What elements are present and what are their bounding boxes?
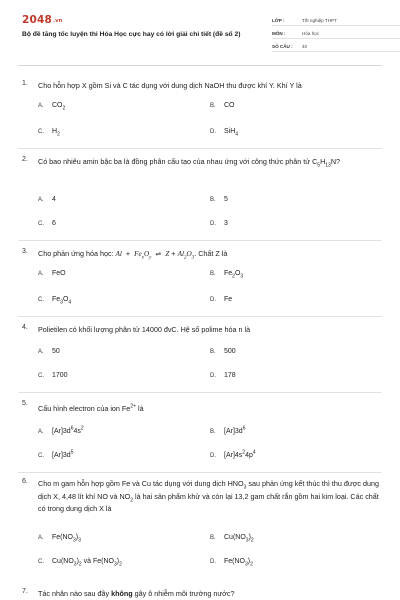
option-b[interactable]: B. 5 xyxy=(210,196,228,203)
question-number: 3. xyxy=(22,248,28,255)
option-b[interactable]: B. $Fe_2O_3$ xyxy=(210,270,244,280)
option-a-text: FeO xyxy=(52,270,66,277)
option-c[interactable]: C. $Cu(NO_3)_2$ và $Fe(NO_3)_2$ xyxy=(38,558,122,568)
question-2 xyxy=(22,156,382,236)
option-a[interactable]: A. $CO_2$ xyxy=(38,102,66,112)
option-b-text: $Fe_2O_3$ xyxy=(224,270,244,280)
option-d[interactable]: D. $[Ar]4s^24p^4$ xyxy=(210,449,256,459)
option-c[interactable]: C. 6 xyxy=(38,220,56,227)
option-d[interactable]: D. SiH$_4$ xyxy=(210,128,239,138)
question-6 xyxy=(22,478,382,578)
option-d-text: SiH$_4$ xyxy=(224,128,239,138)
option-d[interactable]: D. 178 xyxy=(210,372,236,379)
question-4 xyxy=(22,324,382,386)
document-meta xyxy=(272,15,400,54)
option-a[interactable]: A. FeO xyxy=(38,270,66,277)
question-number: 1. xyxy=(22,80,28,87)
option-a[interactable]: A. $[Ar]3d^64s^2$ xyxy=(38,425,84,435)
question-divider xyxy=(18,472,382,473)
option-c[interactable]: C. 1700 xyxy=(38,372,68,379)
question-number: 2. xyxy=(22,156,28,163)
question-text: Polietilen có khối lượng phân tử 14000 đvC. Hệ số polime hóa n là xyxy=(38,325,251,334)
meta-class xyxy=(272,15,400,26)
option-b[interactable]: B. 500 xyxy=(210,348,236,355)
meta-count xyxy=(272,41,400,52)
question-number: 7. xyxy=(22,588,28,595)
option-c-text: $[Ar]3d^5$ xyxy=(52,449,74,459)
question-number: 6. xyxy=(22,478,28,485)
meta-class-key: LỚP : xyxy=(272,17,285,23)
option-b-text: 5 xyxy=(224,196,228,203)
option-a-text: $Fe(NO_3)_3$ xyxy=(52,534,81,544)
question-1 xyxy=(22,80,382,140)
document-header xyxy=(18,0,382,66)
question-divider xyxy=(18,316,382,317)
option-d-text: $[Ar]4s^24p^4$ xyxy=(224,449,256,459)
option-c[interactable]: C. $Fe_3O_4$ xyxy=(38,296,72,306)
option-b-text: $Cu(NO_3)_2$ xyxy=(224,534,254,544)
site-logo[interactable]: 2048.vn xyxy=(22,14,63,26)
option-a[interactable]: A. 4 xyxy=(38,196,56,203)
option-a-text: $[Ar]3d^64s^2$ xyxy=(52,425,84,435)
option-c[interactable]: C. $[Ar]3d^5$ xyxy=(38,449,74,459)
option-d[interactable]: D. 3 xyxy=(210,220,228,227)
question-text: Cấu hình electron của ion $Fe^{2+}$ là xyxy=(38,403,144,413)
option-b-text: 500 xyxy=(224,348,236,355)
question-5 xyxy=(22,400,382,470)
option-c-text: $Cu(NO_3)_2$ và $Fe(NO_3)_2$ xyxy=(52,558,122,568)
option-c-text: $Fe_3O_4$ xyxy=(52,296,72,306)
option-c-text: 6 xyxy=(52,220,56,227)
option-d-text: 3 xyxy=(224,220,228,227)
option-d-text: $Fe(NO_3)_2$ xyxy=(224,558,253,568)
option-d[interactable]: D. $Fe(NO_3)_2$ xyxy=(210,558,253,568)
question-text: Cho phản ứng hóa học: $Al + Fe_xO_y$ ⇌ $Z + Al_2O_3$. Chất Z là xyxy=(38,249,228,261)
option-a-text: $CO_2$ xyxy=(52,102,66,112)
meta-class-value: Tốt nghiệp THPT xyxy=(302,17,337,23)
option-d-text: 178 xyxy=(224,372,236,379)
option-b[interactable]: B. CO xyxy=(210,102,235,109)
option-d-text: Fe xyxy=(224,296,233,303)
option-b-text: $[Ar]3d^6$ xyxy=(224,425,246,435)
question-divider xyxy=(18,240,382,241)
question-number: 5. xyxy=(22,400,28,407)
question-text: Có bao nhiêu amin bậc ba là đồng phân cấu tạo của nhau ứng với công thức phân tử $C_5H_{13}N$? xyxy=(38,157,341,169)
option-c-text: $H_2$ xyxy=(52,128,60,138)
meta-count-value: 40 xyxy=(302,43,308,49)
question-number: 4. xyxy=(22,324,28,331)
document-title: Bộ đề tăng tốc luyện thi Hóa Học cực hay có lời giải chi tiết (đề số 2) xyxy=(22,31,241,38)
option-a[interactable]: A. 50 xyxy=(38,348,60,355)
option-a-text: 50 xyxy=(52,348,60,355)
question-divider xyxy=(18,148,382,149)
meta-subject xyxy=(272,28,400,39)
meta-subject-value: Hóa học xyxy=(302,30,320,36)
question-3 xyxy=(22,248,382,312)
option-d[interactable]: D. Fe xyxy=(210,296,233,303)
question-text: Cho hỗn hợp X gồm Si và C tác dụng với dung dịch NaOH thu được khí Y. Khí Y là xyxy=(38,81,302,90)
question-text: Tác nhân nào sau đây không gây ô nhiễm môi trường nước? xyxy=(38,589,235,598)
option-a[interactable]: A. $Fe(NO_3)_3$ xyxy=(38,534,81,544)
option-a-text: 4 xyxy=(52,196,56,203)
option-b[interactable]: B. $[Ar]3d^6$ xyxy=(210,425,246,435)
option-b-text: CO xyxy=(224,102,235,109)
question-7 xyxy=(22,588,382,600)
option-c[interactable]: C. $H_2$ xyxy=(38,128,60,138)
meta-subject-key: MÔN : xyxy=(272,30,286,36)
meta-count-key: SỐ CÂU : xyxy=(272,43,293,49)
option-c-text: 1700 xyxy=(52,372,68,379)
question-text: Cho m gam hỗn hợp gồm Fe và Cu tác dụng với dung dịch $HNO_3$ sau phản ứng kết thúc thì thu được dung dịch X, 4,48 lít khí NO và $NO_2$ là hai sản phẩm khử và còn lại 13,2 gam chất rắn gồm hai kim loại. Các chất có trong dung dịch X là xyxy=(38,479,379,513)
option-b[interactable]: B. $Cu(NO_3)_2$ xyxy=(210,534,254,544)
question-divider xyxy=(18,392,382,393)
